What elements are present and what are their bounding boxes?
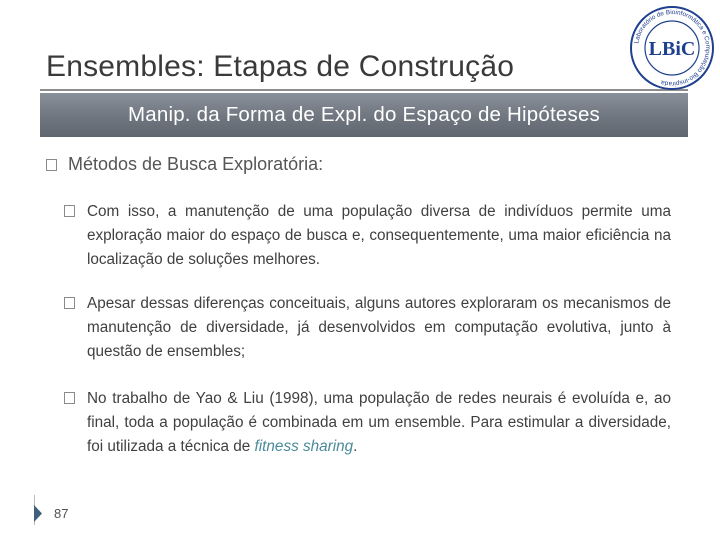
lbic-logo [628,4,716,92]
bullet-3-text: No trabalho de Yao & Liu (1998), uma população de redes neurais é evoluída e, ao final, toda a população é combinada em um ensemble. Para estimular a diversidade, foi utilizada a técnica de [87,390,671,455]
bullet-square-icon [46,159,57,171]
bullet-square-icon [64,205,75,217]
bullet-paragraph-3 [87,387,671,459]
fitness-sharing-term: fitness sharing [254,438,354,455]
bullet-square-icon [64,297,75,309]
page-number: 87 [54,506,69,521]
slide-subtitle: Manip. da Forma de Expl. do Espaço de Hipóteses [127,103,601,126]
bullet-paragraph-1: Com isso, a manutenção de uma população diversa de indivíduos permite uma exploração maior do espaço de busca e, consequentemente, uma maior eficiência na localização de soluções melhores. [87,203,671,268]
logo-text: LBiC [648,38,696,60]
bullet-paragraph-2: Apesar dessas diferenças conceituais, alguns autores exploraram os mecanismos de manutenção de diversidade, já desenvolvidos em computação evolutiva, junto à questão de ensembles; [87,295,671,360]
logo-ring-text: Laboratório de Bioinformática e Computação Bio-inspirada [633,8,712,88]
slide-title: Ensembles: Etapas de Construção [46,50,515,83]
section-heading: Métodos de Busca Exploratória: [68,154,324,174]
footer-arrow-icon [34,505,42,522]
bullet-3-end: . [353,438,358,455]
title-divider [40,89,688,91]
bullet-square-icon [64,392,75,404]
subtitle-bar [40,93,688,137]
